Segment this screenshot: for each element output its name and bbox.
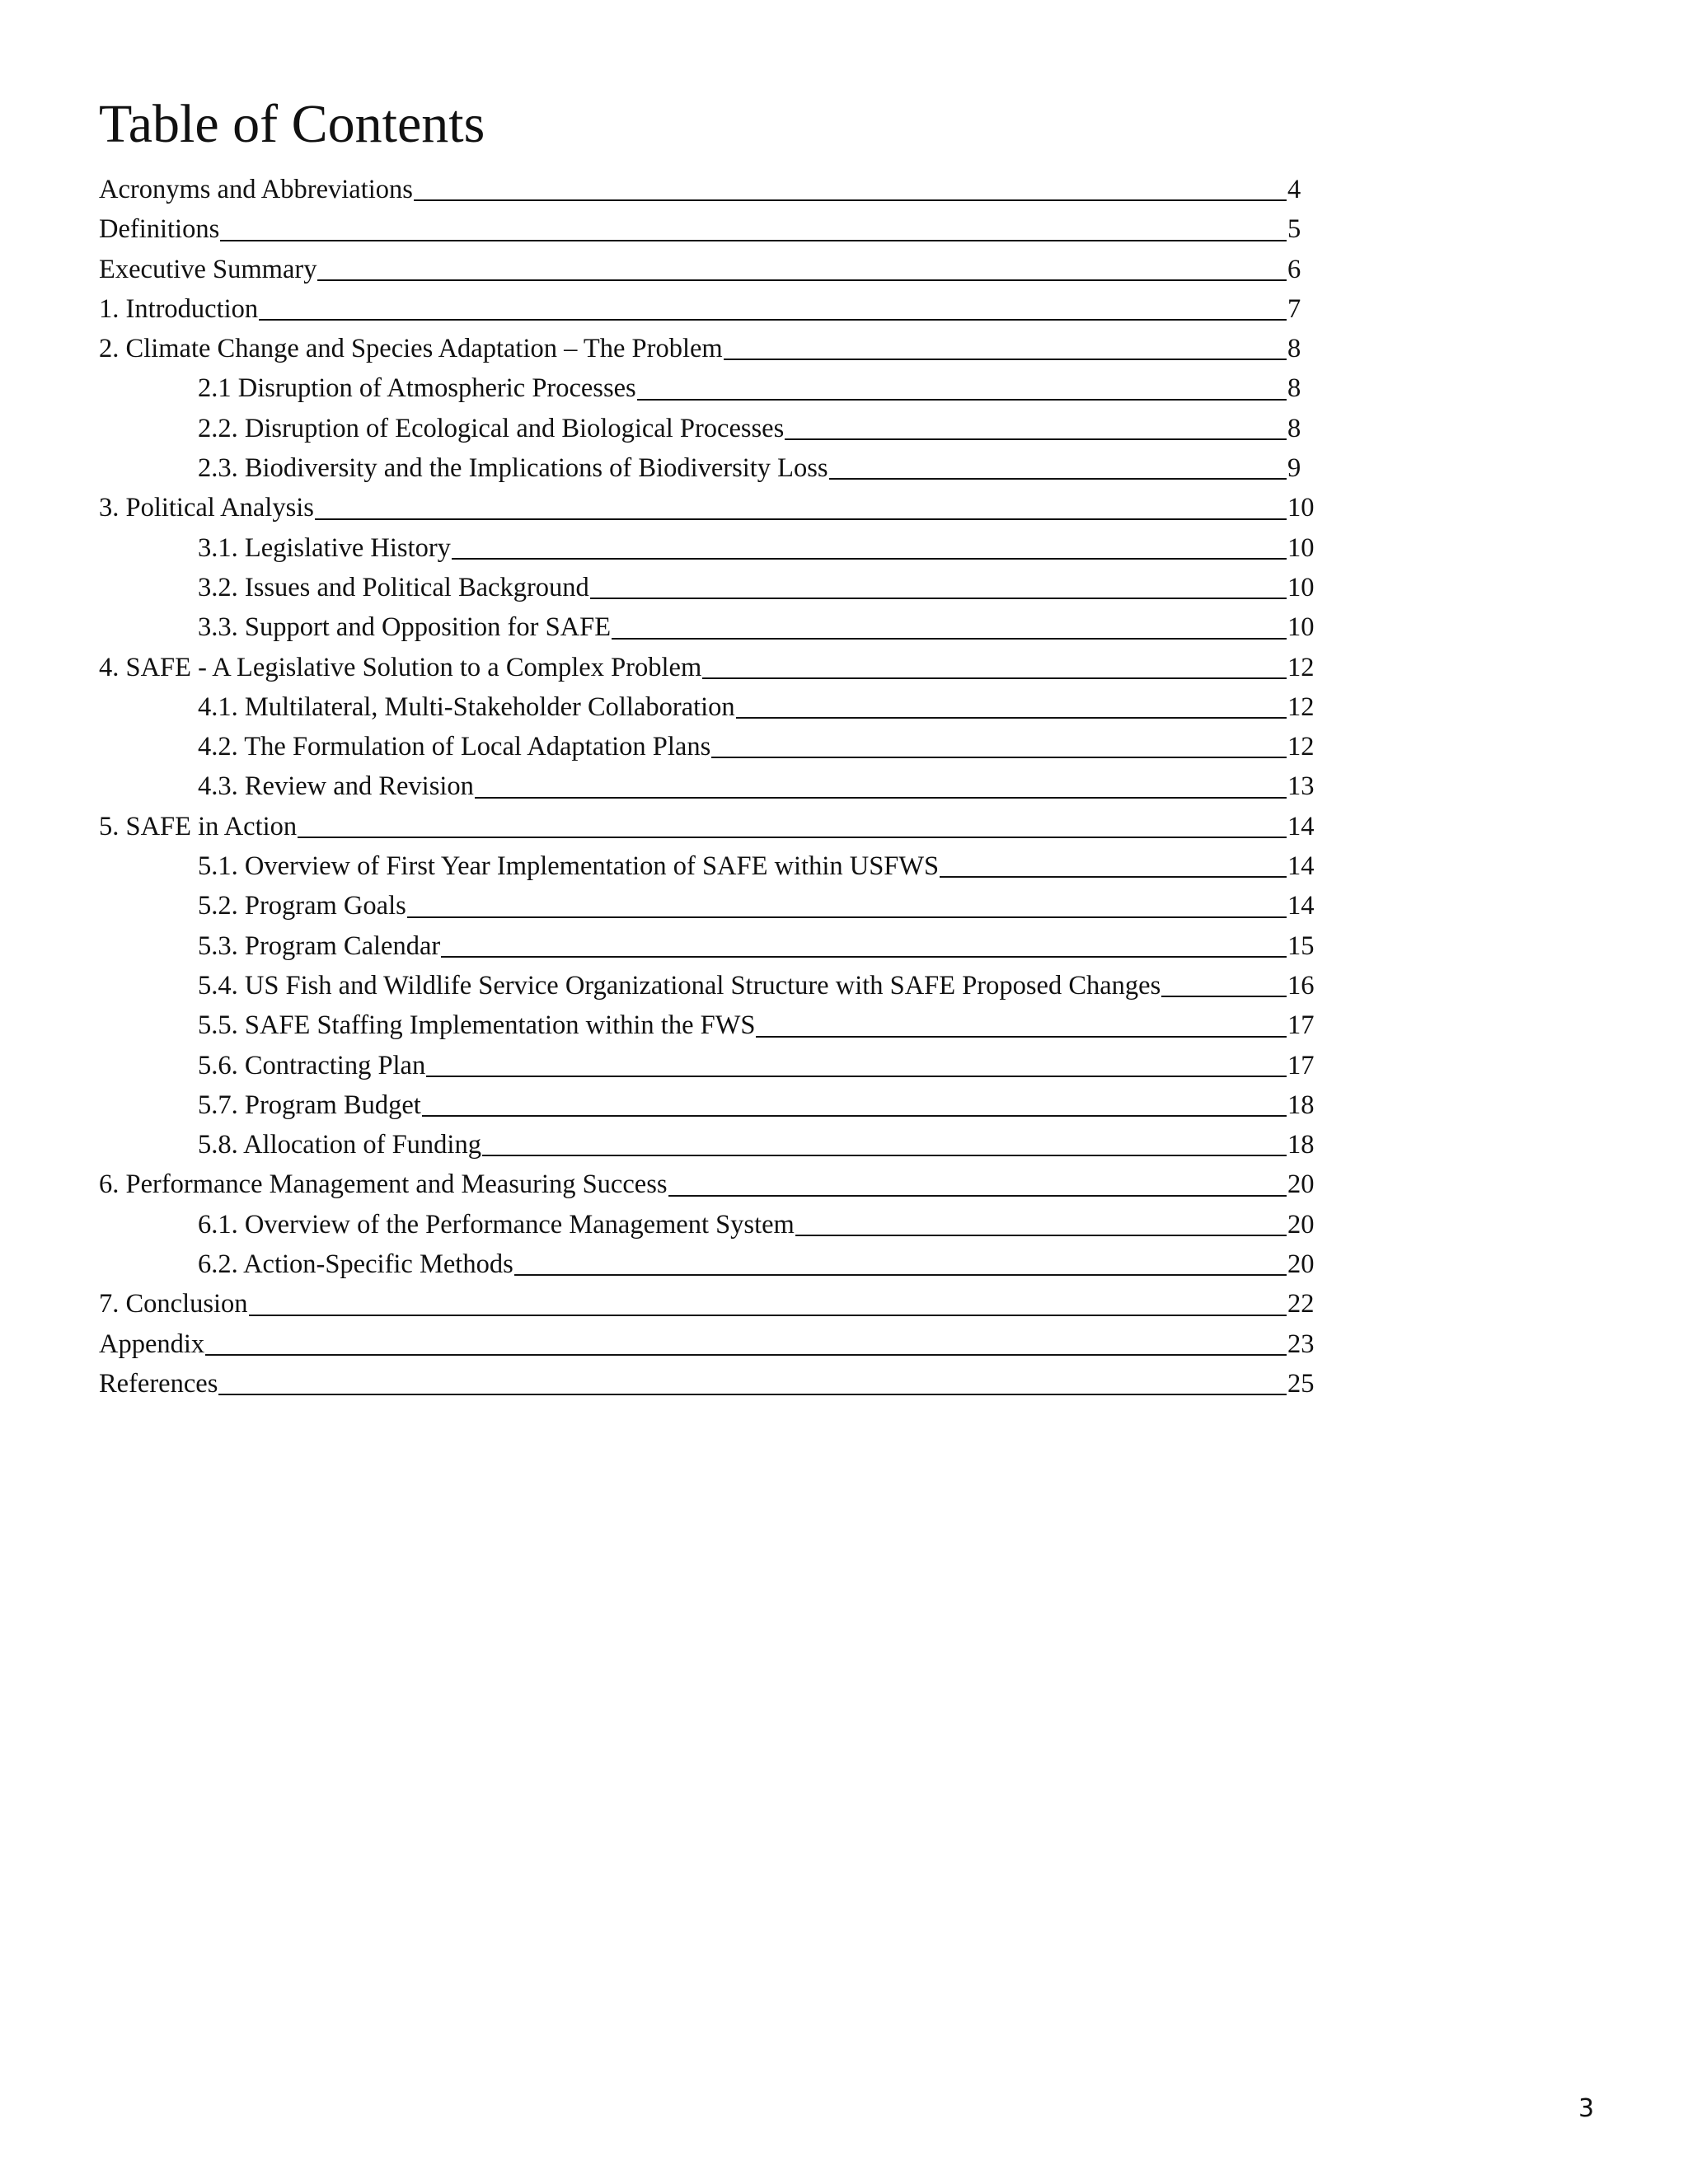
toc-leader-line	[756, 1036, 1287, 1038]
toc-subsection-entry[interactable]	[99, 1244, 1319, 1284]
toc-subsection-entry[interactable]	[99, 568, 1319, 607]
toc-entry-label: 5.4. US Fish and Wildlife Service Organizational Structure with SAFE Proposed Changes	[198, 970, 1161, 1001]
toc-entry-label: Executive Summary	[99, 254, 317, 284]
toc-leader-line	[785, 438, 1287, 440]
toc-entry-page-number: 13	[1287, 771, 1315, 802]
toc-entry-label: 5.2. Program Goals	[198, 891, 406, 921]
toc-entry-page-number: 12	[1287, 652, 1315, 682]
toc-section-entry[interactable]	[99, 1324, 1319, 1364]
toc-subsection-entry[interactable]	[99, 448, 1319, 488]
toc-subsection-entry[interactable]	[99, 926, 1319, 966]
toc-leader-line	[317, 279, 1287, 281]
toc-entry-label: 7. Conclusion	[99, 1289, 248, 1319]
toc-leader-line	[590, 598, 1287, 599]
toc-entry-label: Definitions	[99, 214, 220, 245]
toc-leader-line	[407, 916, 1287, 918]
toc-leader-line	[205, 1354, 1287, 1356]
toc-entry-page-number: 14	[1287, 891, 1315, 921]
toc-section-entry[interactable]	[99, 329, 1319, 368]
toc-entry-label: 5. SAFE in Action	[99, 811, 298, 841]
toc-leader-line	[259, 319, 1287, 321]
toc-leader-line	[482, 1155, 1287, 1156]
toc-subsection-entry[interactable]	[99, 409, 1319, 448]
toc-entry-page-number: 12	[1287, 732, 1315, 762]
toc-entry-page-number: 7	[1287, 293, 1301, 324]
toc-entry-label: 3.1. Legislative History	[198, 532, 451, 563]
toc-section-entry[interactable]	[99, 1165, 1319, 1204]
toc-subsection-entry[interactable]	[99, 966, 1319, 1005]
toc-subsection-entry[interactable]	[99, 766, 1319, 806]
toc-entry-page-number: 20	[1287, 1249, 1315, 1280]
toc-subsection-entry[interactable]	[99, 687, 1319, 727]
toc-subsection-entry[interactable]	[99, 1046, 1319, 1085]
toc-entry-page-number: 16	[1287, 970, 1315, 1001]
toc-entry-page-number: 18	[1287, 1130, 1315, 1160]
toc-entry-label: 3. Political Analysis	[99, 493, 314, 523]
toc-entry-label: 1. Introduction	[99, 293, 259, 324]
toc-entry-page-number: 14	[1287, 811, 1315, 841]
toc-entry-page-number: 25	[1287, 1368, 1315, 1399]
toc-entry-label: References	[99, 1368, 218, 1399]
toc-leader-line	[315, 518, 1287, 520]
toc-leader-line	[218, 1394, 1287, 1395]
toc-entry-label: 5.7. Program Budget	[198, 1090, 421, 1120]
toc-leader-line	[220, 240, 1287, 241]
toc-subsection-entry[interactable]	[99, 1005, 1319, 1045]
toc-section-entry[interactable]	[99, 170, 1319, 209]
toc-subsection-entry[interactable]	[99, 846, 1319, 886]
toc-leader-line	[298, 837, 1287, 838]
toc-section-entry[interactable]	[99, 1284, 1319, 1324]
toc-entry-page-number: 10	[1287, 532, 1315, 563]
toc-entry-page-number: 14	[1287, 851, 1315, 882]
toc-leader-line	[414, 199, 1287, 201]
toc-subsection-entry[interactable]	[99, 1125, 1319, 1165]
toc-entry-label: 4.3. Review and Revision	[198, 771, 474, 802]
toc-entry-label: 3.3. Support and Opposition for SAFE	[198, 612, 612, 643]
toc-entry-page-number: 12	[1287, 691, 1315, 722]
toc-entry-label: 3.2. Issues and Political Background	[198, 572, 589, 602]
toc-entry-label: 5.6. Contracting Plan	[198, 1050, 426, 1080]
toc-entry-page-number: 5	[1287, 214, 1301, 245]
toc-entry-page-number: 17	[1287, 1050, 1315, 1080]
toc-leader-line	[711, 757, 1287, 758]
toc-entry-page-number: 20	[1287, 1169, 1315, 1200]
toc-entry-page-number: 10	[1287, 493, 1315, 523]
toc-entry-page-number: 22	[1287, 1289, 1315, 1319]
toc-entry-page-number: 10	[1287, 612, 1315, 643]
toc-entry-label: 4.1. Multilateral, Multi-Stakeholder Collaboration	[198, 691, 735, 722]
toc-entry-label: 5.5. SAFE Staffing Implementation within the FWS	[198, 1010, 756, 1041]
toc-leader-line	[612, 638, 1287, 640]
toc-leader-line	[441, 956, 1287, 958]
toc-entry-page-number: 8	[1287, 334, 1301, 364]
toc-section-entry[interactable]	[99, 807, 1319, 846]
page-number: 3	[1578, 2094, 1595, 2123]
toc-subsection-entry[interactable]	[99, 1205, 1319, 1244]
toc-leader-line	[637, 399, 1287, 401]
toc-entry-page-number: 15	[1287, 930, 1315, 961]
toc-entry-page-number: 6	[1287, 254, 1301, 284]
toc-leader-line	[829, 478, 1287, 480]
toc-leader-line	[426, 1076, 1287, 1077]
toc-entry-label: 4.2. The Formulation of Local Adaptation Plans	[198, 732, 711, 762]
page-title: Table of Contents	[99, 94, 485, 154]
toc-entry-label: 5.1. Overview of First Year Implementation of SAFE within USFWS	[198, 851, 940, 882]
toc-entry-page-number: 8	[1287, 373, 1301, 404]
toc-entry-page-number: 17	[1287, 1010, 1315, 1041]
toc-entry-label: 6.1. Overview of the Performance Management System	[198, 1209, 795, 1240]
toc-leader-line	[249, 1315, 1287, 1316]
toc-entry-label: Acronyms and Abbreviations	[99, 175, 413, 204]
toc-entry-page-number: 8	[1287, 413, 1301, 443]
toc-section-entry[interactable]	[99, 648, 1319, 687]
toc-entry-label: 2. Climate Change and Species Adaptation – The Problem	[99, 334, 723, 364]
toc-entry-page-number: 4	[1287, 175, 1301, 204]
toc-subsection-entry[interactable]	[99, 727, 1319, 766]
toc-subsection-entry[interactable]	[99, 528, 1319, 568]
toc-leader-line	[668, 1195, 1287, 1197]
toc-leader-line	[724, 359, 1287, 360]
toc-leader-line	[452, 558, 1287, 560]
table-of-contents	[99, 170, 1319, 1404]
toc-leader-line	[795, 1235, 1287, 1236]
toc-entry-label: 4. SAFE - A Legislative Solution to a Complex Problem	[99, 652, 702, 682]
toc-entry-label: 2.1 Disruption of Atmospheric Processes	[198, 373, 636, 404]
toc-entry-page-number: 9	[1287, 453, 1301, 484]
toc-section-entry[interactable]	[99, 488, 1319, 527]
toc-entry-label: 5.3. Program Calendar	[198, 930, 441, 961]
toc-leader-line	[475, 797, 1287, 799]
toc-entry-label: Appendix	[99, 1329, 205, 1359]
toc-section-entry[interactable]	[99, 250, 1319, 289]
toc-entry-label: 5.8. Allocation of Funding	[198, 1130, 481, 1160]
toc-entry-label: 2.3. Biodiversity and the Implications of Biodiversity Loss	[198, 453, 828, 484]
toc-leader-line	[702, 677, 1287, 679]
toc-section-entry[interactable]	[99, 1364, 1319, 1404]
toc-leader-line	[514, 1274, 1287, 1276]
toc-subsection-entry[interactable]	[99, 368, 1319, 408]
toc-entry-page-number: 10	[1287, 572, 1315, 602]
toc-subsection-entry[interactable]	[99, 607, 1319, 647]
toc-subsection-entry[interactable]	[99, 1085, 1319, 1125]
toc-entry-label: 2.2. Disruption of Ecological and Biological Processes	[198, 413, 785, 443]
toc-leader-line	[1161, 996, 1287, 997]
toc-leader-line	[940, 876, 1287, 878]
toc-entry-label: 6.2. Action-Specific Methods	[198, 1249, 513, 1280]
toc-subsection-entry[interactable]	[99, 886, 1319, 926]
toc-section-entry[interactable]	[99, 289, 1319, 329]
toc-leader-line	[422, 1115, 1287, 1117]
toc-entry-page-number: 20	[1287, 1209, 1315, 1240]
toc-entry-page-number: 23	[1287, 1329, 1315, 1359]
toc-entry-page-number: 18	[1287, 1090, 1315, 1120]
toc-entry-label: 6. Performance Management and Measuring Success	[99, 1169, 668, 1200]
toc-leader-line	[736, 717, 1287, 719]
toc-section-entry[interactable]	[99, 209, 1319, 249]
